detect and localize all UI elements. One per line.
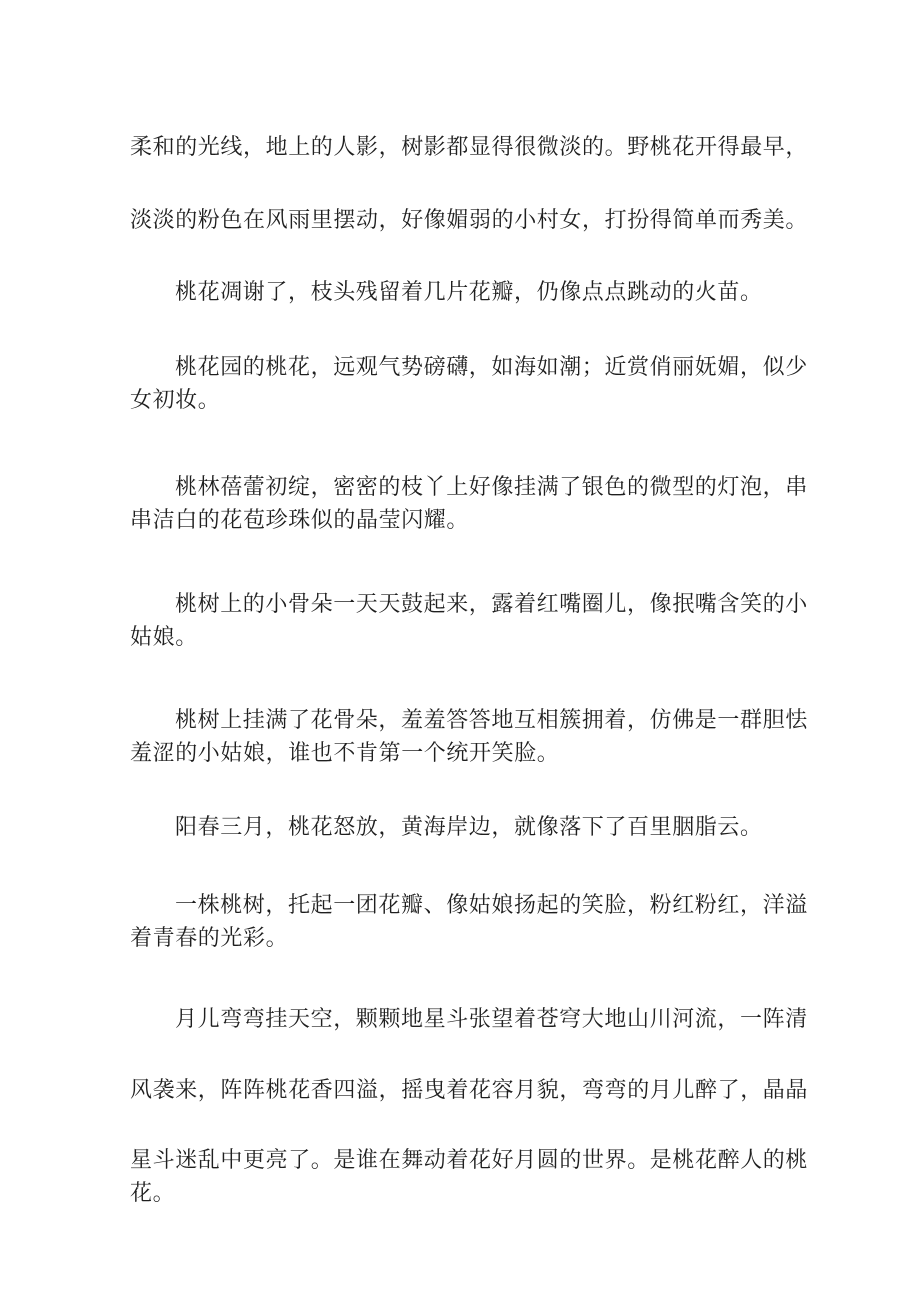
text-line: 阳春三月，桃花怒放，黄海岸边，就像落下了百里胭脂云。: [175, 814, 763, 839]
text-line: 桃林蓓蕾初绽，密密的枝丫上好像挂满了银色的微型的灯泡，串: [175, 474, 808, 499]
text-line: 星斗迷乱中更亮了。是谁在舞动着花好月圆的世界。是桃花醉人的桃: [130, 1147, 809, 1172]
text-line: 女初妆。: [130, 387, 221, 412]
text-line: 着青春的光彩。: [130, 925, 289, 950]
text-line: 一株桃树，托起一团花瓣、像姑娘扬起的笑脸，粉红粉红，洋溢: [175, 892, 808, 917]
paragraph-2: [130, 275, 815, 308]
text-line: 桃花园的桃花，远观气势磅礴，如海如潮；近赏俏丽妩媚，似少: [175, 354, 808, 379]
paragraph-6: [130, 703, 815, 769]
text-line: 花。: [130, 1180, 176, 1205]
text-line: 桃树上的小骨朵一天天鼓起来，露着红嘴圈儿，像抿嘴含笑的小: [175, 591, 808, 616]
text-line: 淡淡的粉色在风雨里摆动，好像媚弱的小村女，打扮得简单而秀美。: [130, 207, 809, 232]
paragraph-5: [130, 587, 815, 653]
paragraph-3: [130, 350, 815, 416]
text-line: 桃树上挂满了花骨朵，羞羞答答地互相簇拥着，仿佛是一群胆怯: [175, 707, 808, 732]
paragraph-1: [130, 130, 815, 236]
paragraph-8: [130, 888, 815, 954]
text-line: 风袭来，阵阵桃花香四溢，摇曳着花容月貌，弯弯的月儿醉了，晶晶: [130, 1077, 809, 1102]
text-line: 月儿弯弯挂天空，颗颗地星斗张望着苍穹大地山川河流，一阵清: [175, 1006, 808, 1031]
text-line: 姑娘。: [130, 624, 198, 649]
paragraph-9: [130, 1002, 815, 1209]
paragraph-7: [130, 810, 815, 843]
text-line: 桃花凋谢了，枝头残留着几片花瓣，仍像点点跳动的火苗。: [175, 279, 763, 304]
text-line: 串洁白的花苞珍珠似的晶莹闪耀。: [130, 507, 470, 532]
text-line: 羞涩的小姑娘，谁也不肯第一个统开笑脸。: [130, 740, 560, 765]
text-line: 柔和的光线，地上的人影，树影都显得很微淡的。野桃花开得最早，: [130, 134, 809, 159]
paragraph-4: [130, 470, 815, 536]
